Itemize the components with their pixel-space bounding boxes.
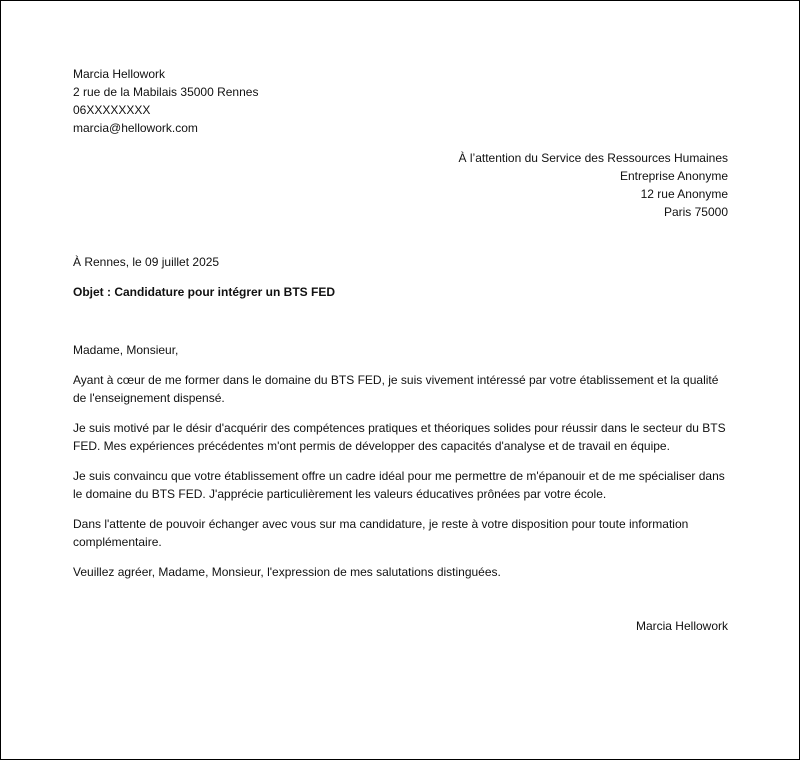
recipient-block [73, 149, 728, 221]
sender-name: Marcia Hellowork [73, 67, 166, 81]
paragraph-text: Je suis motivé par le désir d'acquérir des compétences pratiques et théoriques solides pour réussir dans le secteur du BTS FED. Mes expériences précédentes m'ont permis de développer des capacités d'analyse et de travail en équipe. [73, 421, 726, 453]
paragraph-text: Dans l'attente de pouvoir échanger avec vous sur ma candidature, je reste à votre disposition pour toute information complémentaire. [73, 517, 689, 549]
paragraph-3 [73, 467, 728, 503]
sender-address: 2 rue de la Mabilais 35000 Rennes [73, 85, 259, 99]
subject-line [73, 283, 728, 301]
paragraph-4 [73, 515, 728, 551]
paragraph-text: Ayant à cœur de me former dans le domaine du BTS FED, je suis vivement intéressé par votre établissement et la qualité de l'enseignement dispensé. [73, 373, 719, 405]
sender-phone: 06XXXXXXXX [73, 103, 151, 117]
recipient-street: 12 rue Anonyme [640, 187, 728, 201]
date-line [73, 253, 728, 271]
letter-content [73, 65, 728, 635]
paragraph-2 [73, 419, 728, 455]
subject-text: Objet : Candidature pour intégrer un BTS FED [73, 285, 336, 299]
signature-block [73, 617, 728, 635]
sender-email: marcia@hellowork.com [73, 121, 198, 135]
paragraph-text: Je suis convaincu que votre établissement offre un cadre idéal pour me permettre de m'épanouir et de me spécialiser dans le domaine du BTS FED. J'apprécie particulièrement les valeurs éducatives prônées par votre école. [73, 469, 725, 501]
signature-name: Marcia Hellowork [635, 619, 728, 633]
paragraph-1 [73, 371, 728, 407]
closing-formula [73, 563, 728, 581]
recipient-company: Entreprise Anonyme [619, 169, 728, 183]
paragraph-text: Veuillez agréer, Madame, Monsieur, l'expression de mes salutations distinguées. [73, 565, 501, 579]
greeting-text: Madame, Monsieur, [73, 343, 179, 357]
date-text: À Rennes, le 09 juillet 2025 [73, 255, 220, 269]
recipient-city: Paris 75000 [663, 205, 728, 219]
sender-block [73, 65, 728, 137]
greeting [73, 341, 728, 359]
recipient-attention: À l’attention du Service des Ressources Humaines [458, 151, 728, 165]
